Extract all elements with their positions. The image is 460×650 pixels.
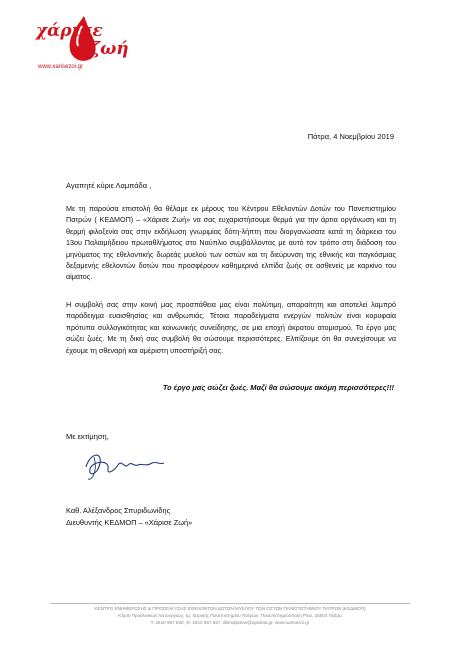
signer-name: Καθ. Αλέξανδρος Σπυριδωνίδης xyxy=(66,506,171,515)
body-paragraph-1: Με τη παρούσα επιστολή θα θέλαμε εκ μέρους του Κέντρου Εθελοντών Δοτών του Πανεπιστημίου Πατρών ( ΚΕΔΜΟΠ) – «Χάρισε Ζωή» να σας ευχαριστήσουμε θερμά για την άρτια οργάνωση και τη θερμή φιλοξενία σας στην εκδήλωση γνωριμίας δότη-λήπτη που διοργανώσατε κατά τη διάρκεια του 13ου Παλαιμήδειου πρωταθλήματος στο Ναύπλιο συμβάλλοντας με αυτό τον τρόπο στη διάδοση του μηνύματος της εθελοντικής δωρεάς μυελού των οστών και τη διεύρυνση της εθνικής και παγκόσμιας δεξαμενής εθελοντών δοτών που προσφέρουν καθημερινά ελπίδα ζωής σε ασθενείς με καρκίνο του αίματος. xyxy=(66,204,396,282)
footer-divider xyxy=(50,603,410,604)
footer-organization: ΚΕΝΤΡΟ ΕΝΗΜΕΡΩΣΗΣ & ΠΡΟΣΕΛΚΥΣΗΣ ΕΘΕΛΟΝΤΩΝ ΔΟΤΩΝ ΜΥΕΛΟΥ ΤΩΝ ΟΣΤΩΝ ΠΑΝΕΠΙΣΤΗΜΙΟΥ ΠΑΤΡΩΝ (ΚΕΔΜΟΠ) xyxy=(94,606,366,611)
footer-contact: Τ: 2610 997 530, Φ: 2610 997 667, dbmdpatras@upatras.gr, www.xarisezoi.gr xyxy=(150,620,310,625)
signer-title: Διευθυντής ΚΕΔΜΟΠ – «Χάρισε Ζωή» xyxy=(66,518,193,527)
logo-text-zoi: ζωή xyxy=(90,39,129,59)
organization-logo xyxy=(24,12,134,72)
logo-url: www.xarisezoi.gr xyxy=(38,64,84,70)
handwritten-signature xyxy=(80,445,170,485)
letter-date: Πάτρα, 4 Νοεμβρίου 2019 xyxy=(307,132,394,141)
regards: Με εκτίμηση, xyxy=(66,432,109,441)
salutation: Αγαπητέ κύριε Λαμπάδα , xyxy=(66,181,152,190)
footer-address: Κτίριο Προκλινικών Λειτουργιών, τμ. Ιατρικής Πανεπιστημίου Πατρών, Πανεπιστημιούπολη Ρίου, 26504 Πάτρα xyxy=(118,613,342,618)
logo-text-charise: χάρισε xyxy=(36,21,103,41)
closing-motto: Το έργο μας σώζει ζωές. Μαζί θα σώσουμε ακόμη περισσότερες!!! xyxy=(162,383,394,392)
body-paragraph-2: Η συμβολή σας στην κοινή μας προσπάθεια μας είναι πολύτιμη, απαραίτητη και αποτελεί λαμπρό παράδειγμα ευαισθησίας και ανθρωπιάς. Τέτοια παραδείγματα ενεργών πολιτών είναι κορυφαία πρότυπα συλλογικότητας και κοινωνικής συνείδησης, σε μια εποχή άκρατου ατομισμού. Το έργο μας σώζει ζωές. Με τη δική σας συμβολή θα σώσουμε περισσότερες. Ελπίζουμε ότι θα συνεχίσουμε να έχουμε τη σθεναρή και αμέριστη υποστήριξή σας. xyxy=(66,300,396,355)
